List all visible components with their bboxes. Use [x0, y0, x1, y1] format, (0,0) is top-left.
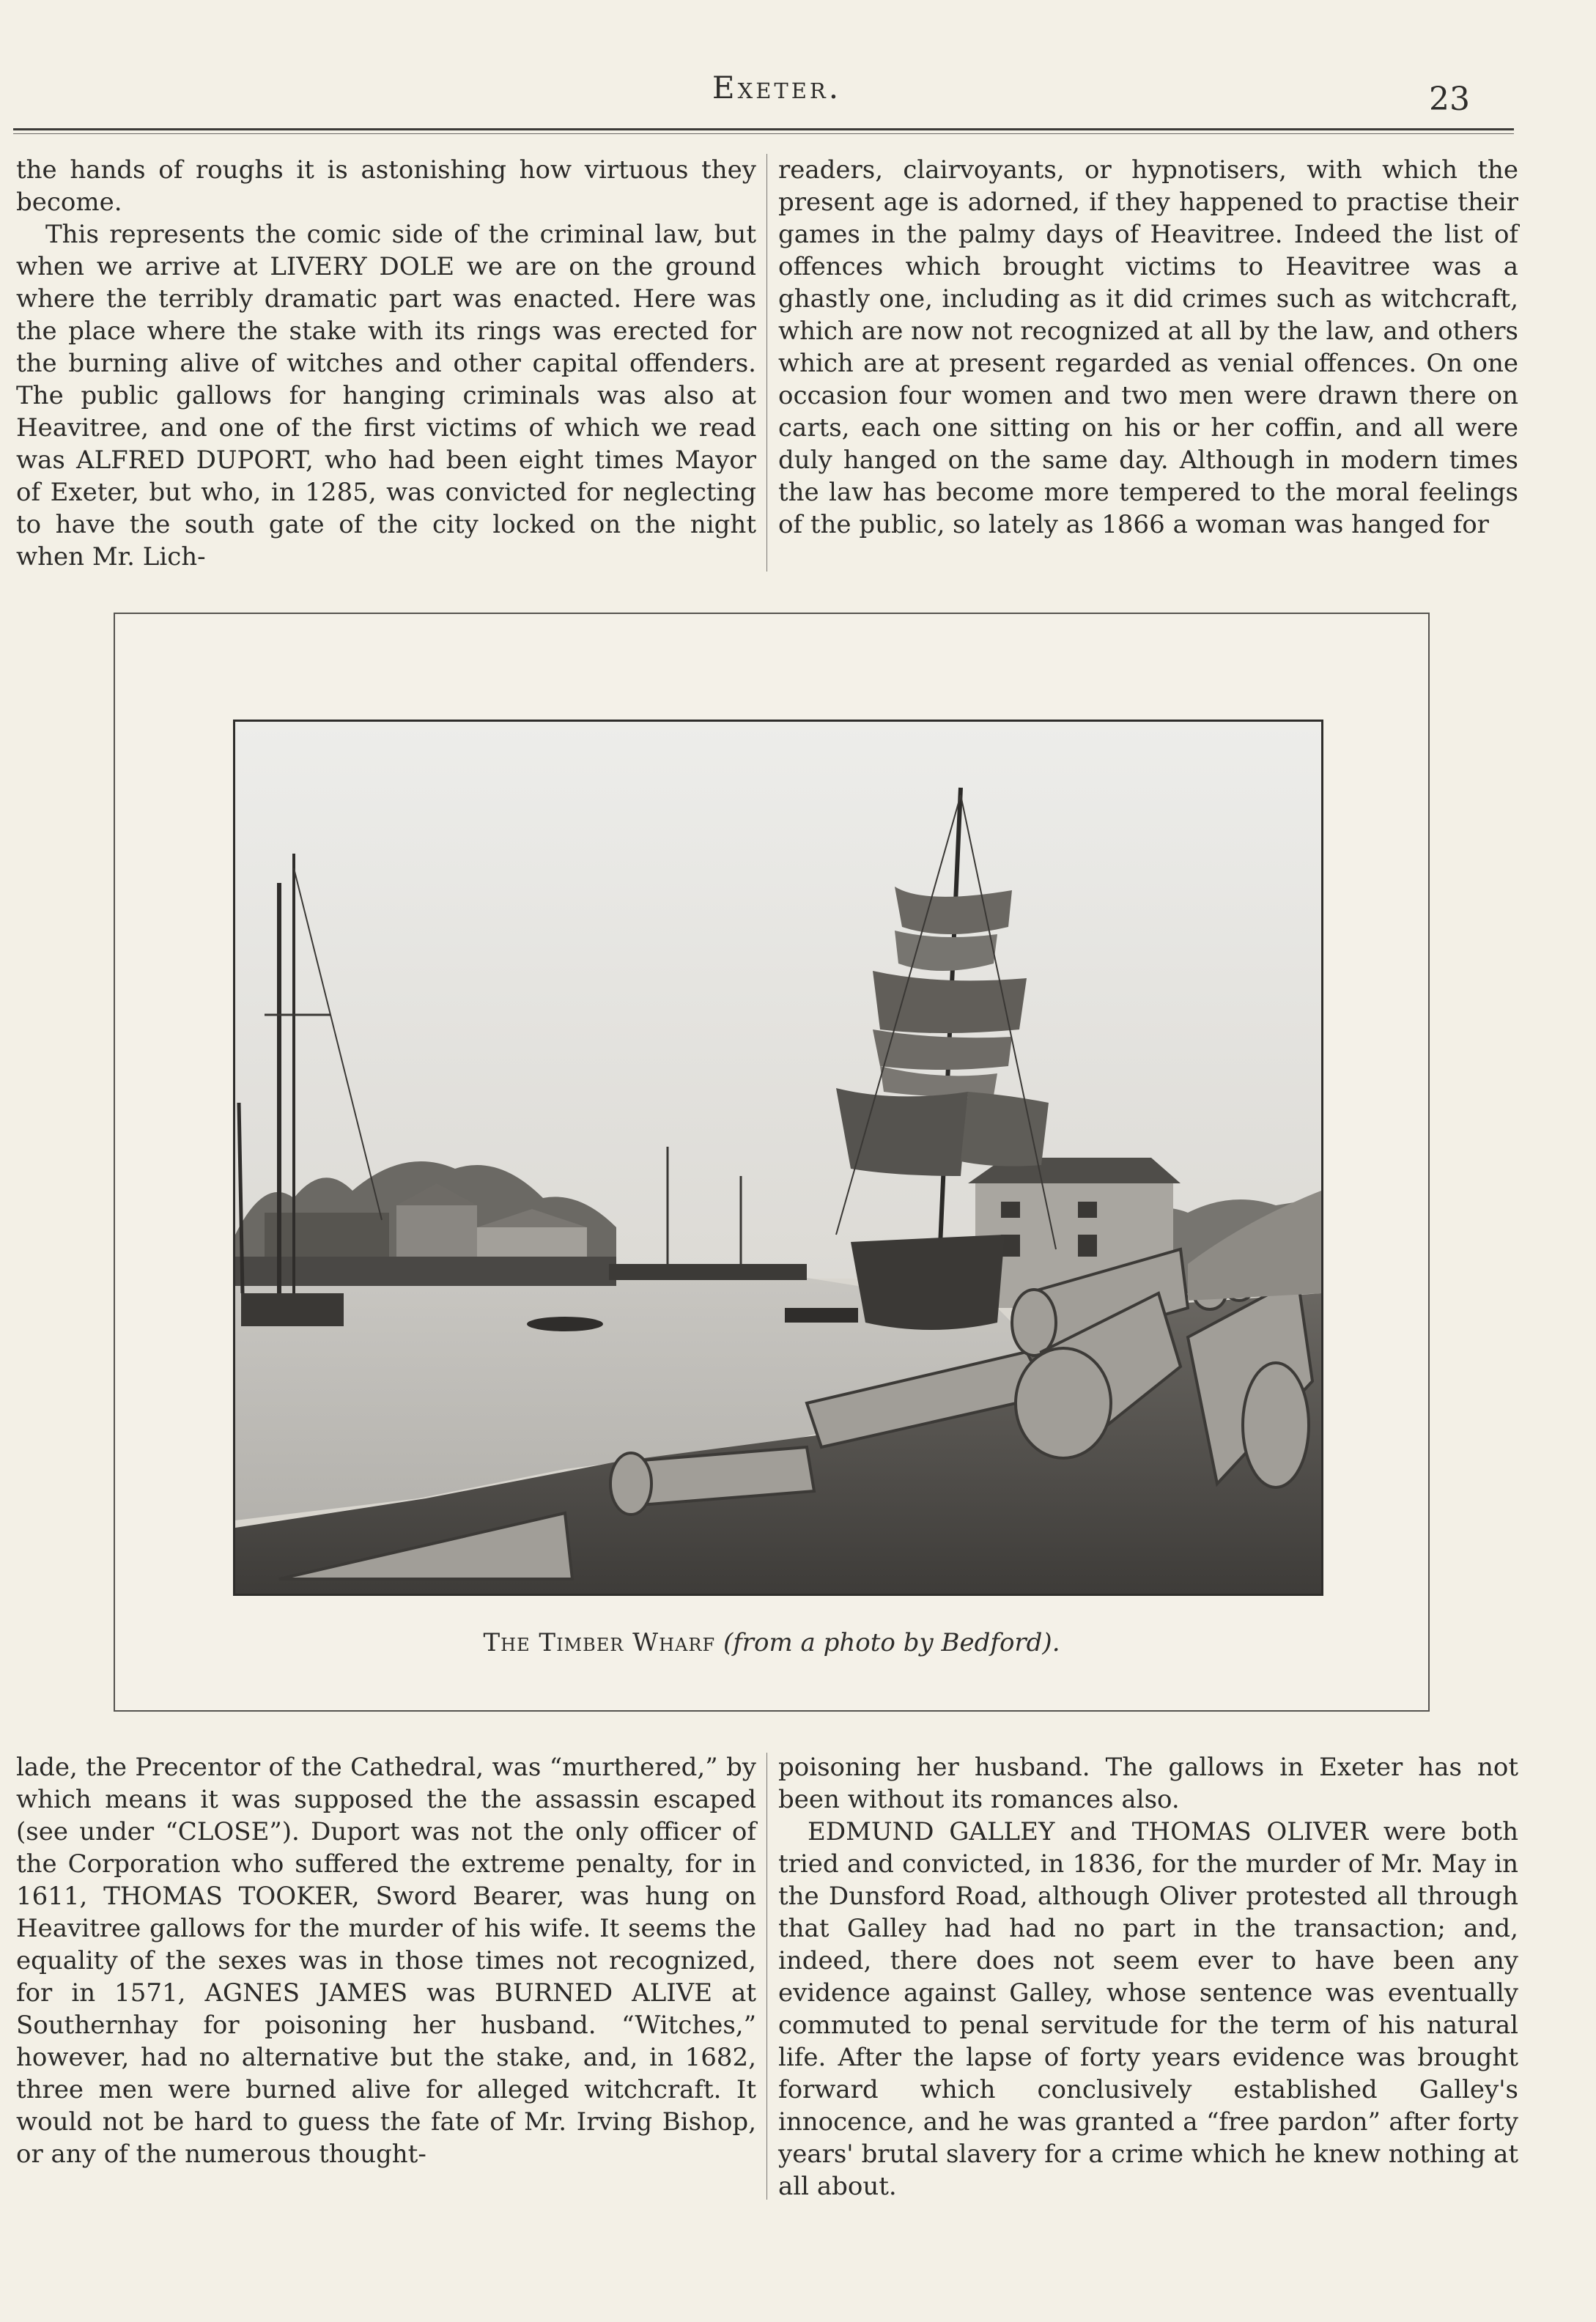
text-column-bottom-right	[778, 1751, 1518, 2203]
page-number: 23	[1429, 81, 1470, 118]
figure-caption	[114, 1628, 1430, 1657]
caption-credit: (from a photo by Bedford).	[723, 1628, 1060, 1657]
header-rule-thin	[13, 133, 1514, 134]
column-divider	[766, 1753, 767, 2200]
running-head	[0, 70, 1596, 121]
column-divider	[766, 154, 767, 572]
timber-wharf-photo	[233, 720, 1323, 1596]
caption-title: The Timber Wharf	[483, 1628, 716, 1657]
paragraph: EDMUND GALLEY and THOMAS OLIVER were both tried and convicted, in 1836, for the murder of Mr. May in the Dunsford Road, although Oliver protested all through that Galley had had no part in the transaction; and, indeed, there does not seem ever to have been any evidence against Galley, whose sentence was eventually commuted to penal servitude for the term of his natural life. After the lapse of forty years evidence was brought forward which conclusively established Galley's innocence, and he was granted a “free pardon” after forty years' brutal slavery for a crime which he knew nothing at all about.	[778, 1817, 1518, 2201]
running-title: Exeter.	[712, 70, 842, 106]
header-rule	[13, 128, 1514, 130]
text-column-bottom-left	[16, 1751, 756, 2170]
text-column-top-left	[16, 154, 756, 573]
paragraph: poisoning her husband. The gallows in Exeter has not been without its romances also.	[778, 1753, 1518, 1814]
paragraph: readers, clairvoyants, or hypnotisers, with which the present age is adorned, if they happened to practise their games in the palmy days of Heavitree. Indeed the list of offences which brought victims to Heavitree was a ghastly one, including as it did crimes such as witchcraft, which are now not recognized at all by the law, and others which are at present regarded as venial offences. On one occasion four women and two men were drawn there on carts, each one sitting on his or her coffin, and all were duly hanged on the same day. Although in modern times the law has become more tempered to the moral feelings of the public, so lately as 1866 a woman was hanged for	[778, 155, 1518, 539]
paragraph: lade, the Precentor of the Cathedral, was “murthered,” by which means it was supposed the the assassin escaped (see under “CLOSE”). Duport was not the only officer of the Corporation who suffered the extreme penalty, for in 1611, THOMAS TOOKER, Sword Bearer, was hung on Heavitree gallows for the murder of his wife. It seems the equality of the sexes was in those times not recognized, for in 1571, AGNES JAMES was BURNED ALIVE at Southernhay for poisoning her husband. “Witches,” however, had no alternative but the stake, and, in 1682, three men were burned alive for alleged witchcraft. It would not be hard to guess the fate of Mr. Irving Bishop, or any of the numerous thought-	[16, 1753, 756, 2169]
paragraph: This represents the comic side of the criminal law, but when we arrive at LIVERY DOLE we are on the ground where the terribly dramatic part was enacted. Here was the place where the stake with its rings was erected for the burning alive of witches and other capital offenders. The public gallows for hanging criminals was also at Heavitree, and one of the first victims of which we read was ALFRED DUPORT, who had been eight times Mayor of Exeter, but who, in 1285, was convicted for neglecting to have the south gate of the city locked on the night when Mr. Lich-	[16, 220, 756, 572]
text-column-top-right	[778, 154, 1518, 541]
paragraph: the hands of roughs it is astonishing how virtuous they become.	[16, 155, 756, 217]
